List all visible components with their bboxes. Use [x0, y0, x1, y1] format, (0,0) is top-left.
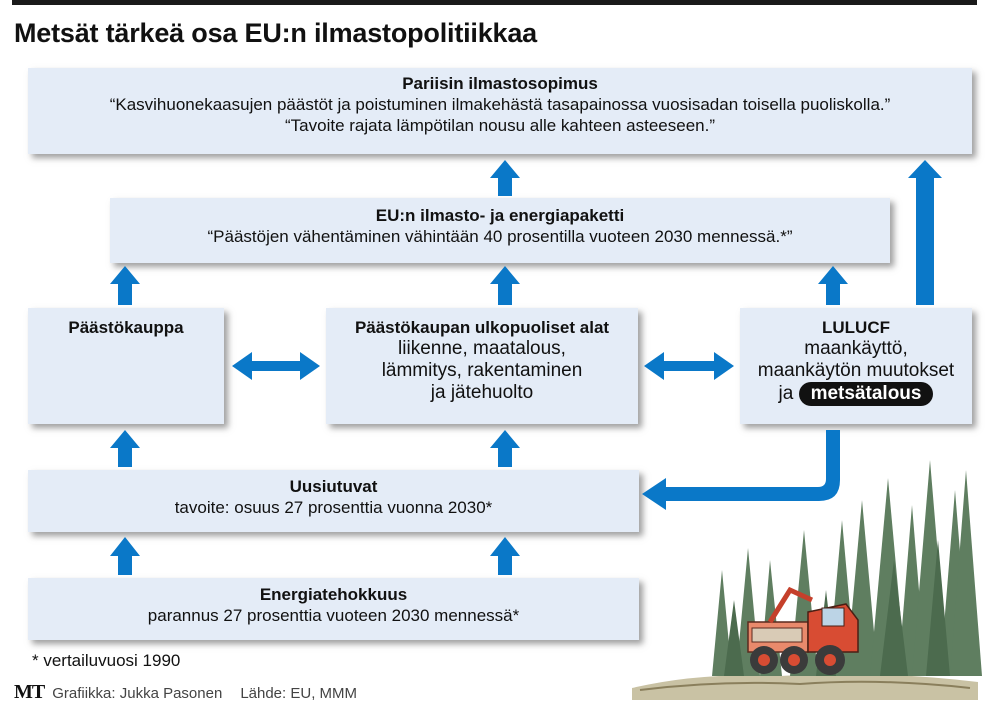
metsatalous-highlight: metsätalous: [799, 382, 934, 406]
lulucf-line-1: maankäyttö,: [804, 338, 908, 359]
footnote: * vertailuvuosi 1990: [32, 651, 181, 670]
paastokauppa-heading: Päästökauppa: [68, 318, 184, 337]
arrow-lulucf-to-uusiutuvat: [642, 430, 840, 510]
eu-quote: “Päästöjen vähentäminen vähintään 40 prosentilla vuoteen 2030 mennessä.*”: [207, 227, 793, 246]
arrow-eu-to-pariisi: [490, 160, 520, 196]
energiatehokkuus-heading: Energiatehokkuus: [259, 585, 408, 604]
page-title: Metsät tärkeä osa EU:n ilmastopolitiikkaa: [14, 18, 537, 48]
ulkopuoliset-line-2: lämmitys, rakentaminen: [381, 360, 583, 381]
ulkopuoliset-heading: Päästökaupan ulkopuoliset alat: [354, 318, 610, 337]
credits: [14, 681, 357, 704]
arrow-lulucf-to-eu: [818, 266, 848, 305]
pariisi-quote-2: “Tavoite rajata lämpötilan nousu alle kahteen asteeseen.”: [285, 116, 715, 135]
arrow-ulkopuoliset-lulucf: [644, 352, 734, 380]
arrow-lulucf-to-pariisi: [908, 160, 942, 305]
arrow-paastokauppa-ulkopuoliset: [232, 352, 320, 380]
ulkopuoliset-line-3: ja jätehuolto: [430, 382, 534, 403]
uusiutuvat-text: tavoite: osuus 27 prosenttia vuonna 2030*: [174, 498, 493, 517]
arrow-uusiutuvat-to-paastokauppa: [110, 430, 140, 467]
arrows: [110, 160, 942, 575]
arrow-energia-to-uusiutuvat-right: [490, 537, 520, 575]
uusiutuvat-heading: Uusiutuvat: [289, 477, 378, 496]
eu-heading: EU:n ilmasto- ja energiapaketti: [375, 206, 625, 225]
arrow-energia-to-uusiutuvat-left: [110, 537, 140, 575]
lulucf-line-3-prefix: ja: [778, 383, 794, 404]
ulkopuoliset-line-1: liikenne, maatalous,: [398, 338, 566, 359]
mt-logo: MT: [14, 681, 45, 703]
arrow-paastokauppa-to-eu: [110, 266, 140, 305]
arrow-uusiutuvat-to-ulkopuoliset: [490, 430, 520, 467]
credit-graphics: Grafiikka: Jukka Pasonen: [52, 685, 223, 702]
pariisi-quote-1: “Kasvihuonekaasujen päästöt ja poistuminen ilmakehästä tasapainossa vuosisadan toisella puoliskolla.”: [109, 95, 891, 114]
lulucf-heading: LULUCF: [822, 318, 890, 337]
credit-source: Lähde: EU, MMM: [240, 685, 358, 702]
pariisi-heading: Pariisin ilmastosopimus: [402, 74, 598, 93]
arrow-ulkopuoliset-to-eu: [490, 266, 520, 305]
lulucf-line-2: maankäytön muutokset: [757, 360, 955, 381]
energiatehokkuus-text: parannus 27 prosenttia vuoteen 2030 mennessä*: [147, 606, 520, 625]
